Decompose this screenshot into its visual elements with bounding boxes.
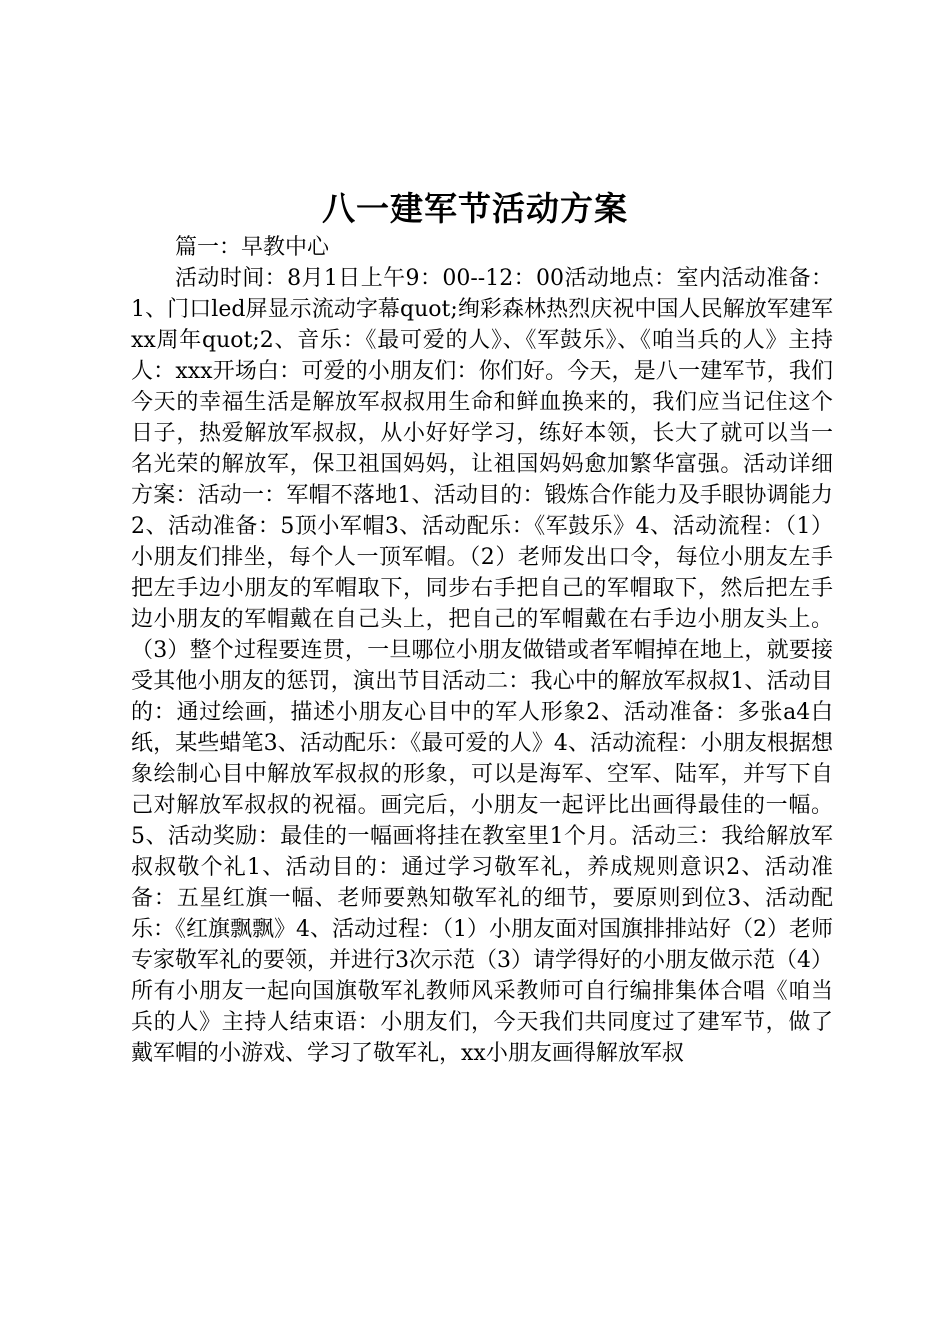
document-body: [131, 232, 833, 1069]
body-paragraph: 活动时间：8月1日上午9：00--12：00活动地点：室内活动准备：1、门口led屏显示流动字幕quot;绚彩森林热烈庆祝中国人民解放军建军xx周年quot;2、音乐：《最可爱的人》、《军鼓乐》、《咱当兵的人》主持人：xxx开场白：可爱的小朋友们：你们好。今天，是八一建军节，我们今天的幸福生活是解放军叔叔用生命和鲜血换来的，我们应当记住这个日子，热爱解放军叔叔，从小好好学习，练好本领，长大了就可以当一名光荣的解放军，保卫祖国妈妈，让祖国妈妈愈加繁华富强。活动详细方案：活动一：军帽不落地1、活动目的：锻炼合作能力及手眼协调能力2、活动准备：5顶小军帽3、活动配乐：《军鼓乐》4、活动流程：（1）小朋友们排坐，每个人一顶军帽。（2）老师发出口令，每位小朋友左手把左手边小朋友的军帽取下，同步右手把自己的军帽取下，然后把左手边小朋友的军帽戴在自己头上，把自己的军帽戴在右手边小朋友头上。（3）整个过程要连贯，一旦哪位小朋友做错或者军帽掉在地上，就要接受其他小朋友的惩罚，演出节目活动二：我心中的解放军叔叔1、活动目的：通过绘画，描述小朋友心目中的军人形象2、活动准备：多张a4白纸，某些蜡笔3、活动配乐：《最可爱的人》4、活动流程：小朋友根据想象绘制心目中解放军叔叔的形象，可以是海军、空军、陆军，并写下自己对解放军叔叔的祝福。画完后，小朋友一起评比出画得最佳的一幅。5、活动奖励：最佳的一幅画将挂在教室里1个月。活动三：我给解放军叔叔敬个礼1、活动目的：通过学习敬军礼，养成规则意识2、活动准备：五星红旗一幅、老师要熟知敬军礼的细节，要原则到位3、活动配乐：《红旗飘飘》4、活动过程：（1）小朋友面对国旗排排站好（2）老师专家敬军礼的要领，并进行3次示范（3）请学得好的小朋友做示范（4）所有小朋友一起向国旗敬军礼教师风采教师可自行编排集体合唱《咱当兵的人》主持人结束语：小朋友们，今天我们共同度过了建军节，做了戴军帽的小游戏、学习了敬军礼，xx小朋友画得解放军叔: [131, 266, 833, 1066]
section-heading: 篇一：早教中心: [175, 235, 330, 260]
document-title: 八一建军节活动方案: [322, 189, 628, 228]
